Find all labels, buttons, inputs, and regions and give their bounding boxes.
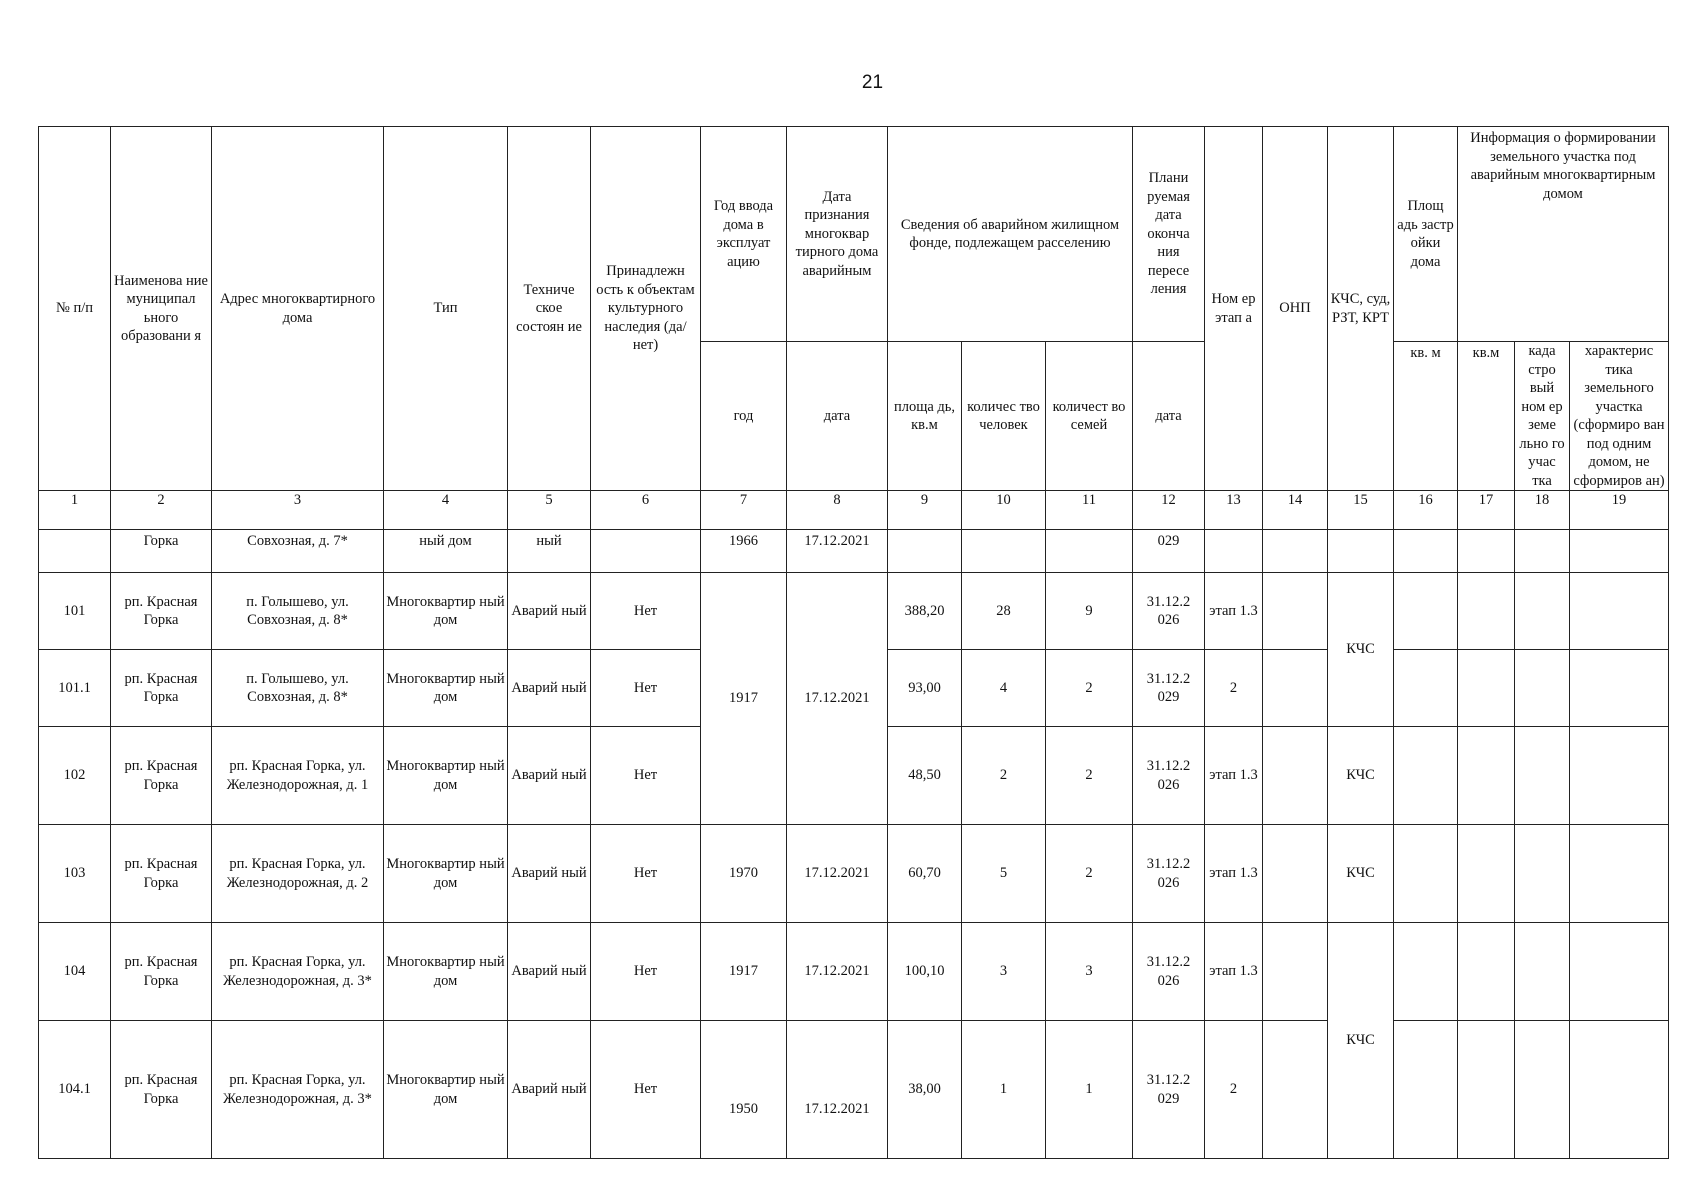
table-row bbox=[39, 1021, 1669, 1159]
cell-tech-state: Аварий ный bbox=[508, 923, 591, 1021]
cell-num: 103 bbox=[39, 825, 111, 923]
header-tech-state: Техниче ское состоян ие bbox=[508, 127, 591, 491]
cell-address: рп. Красная Горка, ул. Железнодорожная, д. 3* bbox=[212, 1021, 384, 1159]
col-num: 5 bbox=[508, 491, 591, 530]
cell-cadastral bbox=[1515, 825, 1570, 923]
cell-land-char bbox=[1570, 530, 1669, 573]
header-address: Адрес многоквартирного дома bbox=[212, 127, 384, 491]
cell-families: 3 bbox=[1046, 923, 1133, 1021]
col-num: 7 bbox=[701, 491, 787, 530]
cell-address: п. Голышево, ул. Совхозная, д. 8* bbox=[212, 573, 384, 650]
cell-kchs-merged: КЧС bbox=[1328, 923, 1394, 1159]
cell-address: п. Голышево, ул. Совхозная, д. 8* bbox=[212, 650, 384, 727]
cell-onp bbox=[1263, 923, 1328, 1021]
table-row bbox=[39, 573, 1669, 650]
cell-tech-state: Аварий ный bbox=[508, 1021, 591, 1159]
col-num: 18 bbox=[1515, 491, 1570, 530]
cell-kchs bbox=[1328, 530, 1394, 573]
cell-land-area bbox=[1458, 727, 1515, 825]
cell-heritage: Нет bbox=[591, 923, 701, 1021]
cell-municipality: рп. Красная Горка bbox=[111, 727, 212, 825]
cell-area: 60,70 bbox=[888, 825, 962, 923]
col-num: 9 bbox=[888, 491, 962, 530]
cell-built-area bbox=[1394, 1021, 1458, 1159]
header-stage-no: Ном ер этап а bbox=[1205, 127, 1263, 491]
cell-built-area bbox=[1394, 825, 1458, 923]
cell-cadastral bbox=[1515, 923, 1570, 1021]
col-num: 4 bbox=[384, 491, 508, 530]
cell-built-area bbox=[1394, 923, 1458, 1021]
cell-onp bbox=[1263, 825, 1328, 923]
page-number: 21 bbox=[861, 72, 884, 93]
cell-heritage: Нет bbox=[591, 1021, 701, 1159]
header-kchs: КЧС, суд, РЗТ, КРТ bbox=[1328, 127, 1394, 491]
cell-stage: этап 1.3 bbox=[1205, 573, 1263, 650]
cell-municipality: Горка bbox=[111, 530, 212, 573]
cell-num: 101.1 bbox=[39, 650, 111, 727]
header-unit-sqm-17: кв.м bbox=[1458, 342, 1515, 491]
cell-people bbox=[962, 530, 1046, 573]
col-num: 6 bbox=[591, 491, 701, 530]
cell-municipality: рп. Красная Горка bbox=[111, 923, 212, 1021]
cell-built-area bbox=[1394, 650, 1458, 727]
cell-address: Совхозная, д. 7* bbox=[212, 530, 384, 573]
cell-cadastral bbox=[1515, 530, 1570, 573]
cell-built-area bbox=[1394, 727, 1458, 825]
cell-built-area bbox=[1394, 530, 1458, 573]
cell-people: 4 bbox=[962, 650, 1046, 727]
cell-built-area bbox=[1394, 573, 1458, 650]
cell-year-built: 1917 bbox=[701, 923, 787, 1021]
cell-date-emergency: 17.12.2021 bbox=[787, 923, 888, 1021]
cell-land-char bbox=[1570, 923, 1669, 1021]
cell-planned-date: 029 bbox=[1133, 530, 1205, 573]
cell-families: 1 bbox=[1046, 1021, 1133, 1159]
cell-tech-state: Аварий ный bbox=[508, 825, 591, 923]
cell-land-char bbox=[1570, 573, 1669, 650]
cell-tech-state: Аварий ный bbox=[508, 573, 591, 650]
cell-area: 48,50 bbox=[888, 727, 962, 825]
table-row bbox=[39, 530, 1669, 573]
cell-date-emergency: 17.12.2021 bbox=[787, 1021, 888, 1159]
cell-year-built: 1970 bbox=[701, 825, 787, 923]
cell-onp bbox=[1263, 727, 1328, 825]
cell-type: Многоквартир ный дом bbox=[384, 825, 508, 923]
emergency-housing-table bbox=[38, 126, 1669, 1159]
cell-families: 2 bbox=[1046, 727, 1133, 825]
cell-type: Многоквартир ный дом bbox=[384, 727, 508, 825]
cell-land-area bbox=[1458, 1021, 1515, 1159]
cell-stage: этап 1.3 bbox=[1205, 825, 1263, 923]
col-num: 15 bbox=[1328, 491, 1394, 530]
cell-stage: 2 bbox=[1205, 1021, 1263, 1159]
cell-year-built: 1966 bbox=[701, 530, 787, 573]
header-sub-families: количест во семей bbox=[1046, 342, 1133, 491]
cell-families: 2 bbox=[1046, 650, 1133, 727]
cell-num: 102 bbox=[39, 727, 111, 825]
cell-type: Многоквартир ный дом bbox=[384, 573, 508, 650]
cell-people: 5 bbox=[962, 825, 1046, 923]
cell-heritage: Нет bbox=[591, 650, 701, 727]
cell-tech-state: Аварий ный bbox=[508, 650, 591, 727]
cell-year-built-merged: 1917 bbox=[701, 573, 787, 825]
col-num: 16 bbox=[1394, 491, 1458, 530]
cell-type: Многоквартир ный дом bbox=[384, 1021, 508, 1159]
cell-kchs-merged: КЧС bbox=[1328, 573, 1394, 727]
cell-land-char bbox=[1570, 650, 1669, 727]
col-num: 12 bbox=[1133, 491, 1205, 530]
cell-date-emergency: 17.12.2021 bbox=[787, 825, 888, 923]
cell-address: рп. Красная Горка, ул. Железнодорожная, д. 1 bbox=[212, 727, 384, 825]
col-num: 11 bbox=[1046, 491, 1133, 530]
cell-cadastral bbox=[1515, 727, 1570, 825]
cell-land-char bbox=[1570, 825, 1669, 923]
table-row bbox=[39, 923, 1669, 1021]
cell-num: 104.1 bbox=[39, 1021, 111, 1159]
col-num: 13 bbox=[1205, 491, 1263, 530]
col-num: 19 bbox=[1570, 491, 1669, 530]
cell-kchs: КЧС bbox=[1328, 825, 1394, 923]
cell-planned-date: 31.12.2 026 bbox=[1133, 727, 1205, 825]
cell-onp bbox=[1263, 530, 1328, 573]
cell-onp bbox=[1263, 573, 1328, 650]
header-land-info: Информация о формировании земельного участка под аварийным многоквартирным домом bbox=[1458, 127, 1669, 342]
header-sub-people: количес тво человек bbox=[962, 342, 1046, 491]
header-unit-sqm-16: кв. м bbox=[1394, 342, 1458, 491]
cell-land-area bbox=[1458, 650, 1515, 727]
header-num: № п/п bbox=[39, 127, 111, 491]
cell-address: рп. Красная Горка, ул. Железнодорожная, д. 2 bbox=[212, 825, 384, 923]
cell-cadastral bbox=[1515, 650, 1570, 727]
header-built-area: Площ адь застр ойки дома bbox=[1394, 127, 1458, 342]
column-numbers-row bbox=[39, 491, 1669, 530]
cell-cadastral bbox=[1515, 573, 1570, 650]
cell-year-built: 1950 bbox=[701, 1021, 787, 1159]
header-cadastral: када стро вый ном ер земе льно го учас тка bbox=[1515, 342, 1570, 491]
cell-people: 28 bbox=[962, 573, 1046, 650]
cell-land-char bbox=[1570, 727, 1669, 825]
cell-municipality: рп. Красная Горка bbox=[111, 825, 212, 923]
cell-type: Многоквартир ный дом bbox=[384, 923, 508, 1021]
header-onp: ОНП bbox=[1263, 127, 1328, 491]
cell-tech-state: Аварий ный bbox=[508, 727, 591, 825]
cell-people: 3 bbox=[962, 923, 1046, 1021]
cell-planned-date: 31.12.2 026 bbox=[1133, 573, 1205, 650]
cell-area: 100,10 bbox=[888, 923, 962, 1021]
header-year-built: Год ввода дома в эксплуат ацию bbox=[701, 127, 787, 342]
cell-land-char bbox=[1570, 1021, 1669, 1159]
cell-date-emergency-merged: 17.12.2021 bbox=[787, 573, 888, 825]
cell-num: 104 bbox=[39, 923, 111, 1021]
cell-num bbox=[39, 530, 111, 573]
cell-planned-date: 31.12.2 029 bbox=[1133, 650, 1205, 727]
cell-date-emergency: 17.12.2021 bbox=[787, 530, 888, 573]
cell-onp bbox=[1263, 650, 1328, 727]
col-num: 8 bbox=[787, 491, 888, 530]
col-num: 10 bbox=[962, 491, 1046, 530]
header-type: Тип bbox=[384, 127, 508, 491]
cell-land-area bbox=[1458, 825, 1515, 923]
header-heritage: Принадлежн ость к объектам культурного наследия (да/нет) bbox=[591, 127, 701, 491]
header-row-1 bbox=[39, 127, 1669, 342]
col-num: 3 bbox=[212, 491, 384, 530]
cell-tech-state: ный bbox=[508, 530, 591, 573]
cell-kchs: КЧС bbox=[1328, 727, 1394, 825]
col-num: 2 bbox=[111, 491, 212, 530]
cell-stage: этап 1.3 bbox=[1205, 923, 1263, 1021]
cell-people: 2 bbox=[962, 727, 1046, 825]
cell-area: 388,20 bbox=[888, 573, 962, 650]
header-date-emergency: Дата признания многоквар тирного дома аварийным bbox=[787, 127, 888, 342]
cell-heritage bbox=[591, 530, 701, 573]
cell-planned-date: 31.12.2 026 bbox=[1133, 923, 1205, 1021]
cell-area bbox=[888, 530, 962, 573]
header-housing-info: Сведения об аварийном жилищном фонде, подлежащем расселению bbox=[888, 127, 1133, 342]
cell-people: 1 bbox=[962, 1021, 1046, 1159]
col-num: 17 bbox=[1458, 491, 1515, 530]
col-num: 14 bbox=[1263, 491, 1328, 530]
cell-land-area bbox=[1458, 530, 1515, 573]
cell-num: 101 bbox=[39, 573, 111, 650]
cell-stage: этап 1.3 bbox=[1205, 727, 1263, 825]
cell-stage: 2 bbox=[1205, 650, 1263, 727]
cell-planned-date: 31.12.2 026 bbox=[1133, 825, 1205, 923]
cell-stage bbox=[1205, 530, 1263, 573]
header-land-char: характерис тика земельного участка (сформиро ван под одним домом, не сформиров ан) bbox=[1570, 342, 1669, 491]
header-sub-date: дата bbox=[787, 342, 888, 491]
cell-land-area bbox=[1458, 923, 1515, 1021]
cell-address: рп. Красная Горка, ул. Железнодорожная, д. 3* bbox=[212, 923, 384, 1021]
cell-land-area bbox=[1458, 573, 1515, 650]
cell-heritage: Нет bbox=[591, 727, 701, 825]
cell-heritage: Нет bbox=[591, 825, 701, 923]
cell-families: 9 bbox=[1046, 573, 1133, 650]
cell-onp bbox=[1263, 1021, 1328, 1159]
cell-heritage: Нет bbox=[591, 573, 701, 650]
cell-municipality: рп. Красная Горка bbox=[111, 1021, 212, 1159]
cell-cadastral bbox=[1515, 1021, 1570, 1159]
cell-planned-date: 31.12.2 029 bbox=[1133, 1021, 1205, 1159]
header-sub-area: площа дь, кв.м bbox=[888, 342, 962, 491]
cell-area: 38,00 bbox=[888, 1021, 962, 1159]
cell-families: 2 bbox=[1046, 825, 1133, 923]
col-num: 1 bbox=[39, 491, 111, 530]
cell-type: Многоквартир ный дом bbox=[384, 650, 508, 727]
cell-municipality: рп. Красная Горка bbox=[111, 573, 212, 650]
header-sub-year: год bbox=[701, 342, 787, 491]
cell-municipality: рп. Красная Горка bbox=[111, 650, 212, 727]
table-row bbox=[39, 825, 1669, 923]
header-sub-plan-date: дата bbox=[1133, 342, 1205, 491]
cell-type: ный дом bbox=[384, 530, 508, 573]
header-planned-date: Плани руемая дата оконча ния пересе ления bbox=[1133, 127, 1205, 342]
header-municipality: Наименова ние муниципал ьного образовани я bbox=[111, 127, 212, 491]
cell-area: 93,00 bbox=[888, 650, 962, 727]
cell-families bbox=[1046, 530, 1133, 573]
